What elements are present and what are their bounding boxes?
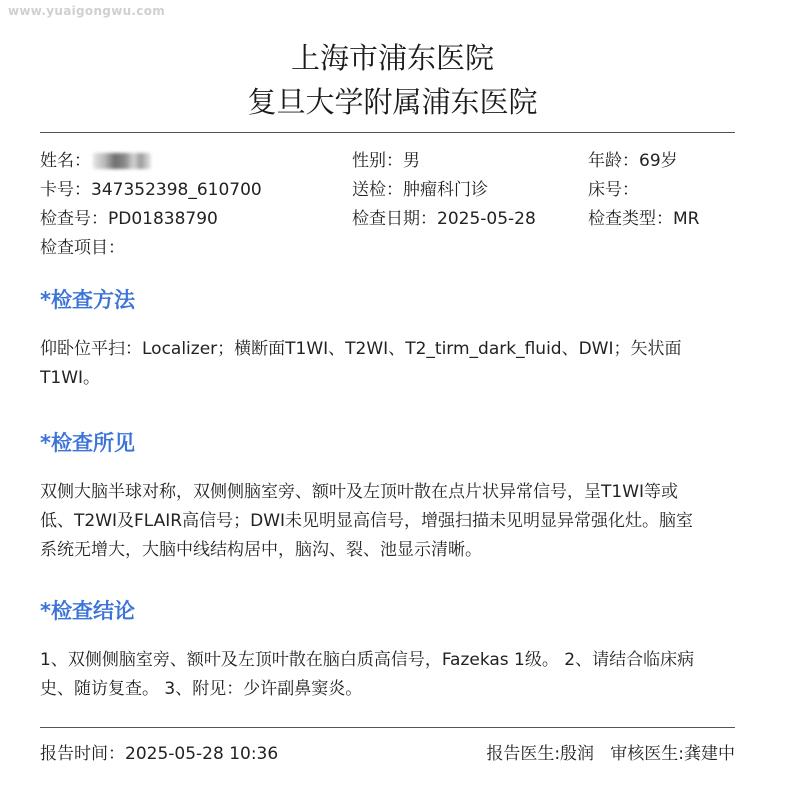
referral-department: 送检：肿瘤科门诊 [352,180,488,200]
footer-divider [40,727,735,728]
method-section-title: *检查方法 [40,288,135,312]
findings-text: 双侧大脑半球对称，双侧侧脑室旁、额叶及左顶叶散在点片状异常信号，呈T1WI等或 低、T2WI及FLAIR高信号；DWI未见明显高信号，增强扫描未见明显异常强化灶。脑室 系统无增大，大脑中线结构居中，脑沟、裂、池显示清晰。 [40,482,694,560]
watermark-text: www.yuaigongwu.com [8,4,166,18]
patient-name-field [40,149,151,173]
report-doctors: 报告医生:殷润 审核医生:龚建中 [486,744,735,764]
hospital-name: 上海市浦东医院 [290,41,494,75]
exam-number: 检查号：PD01838790 [40,209,218,229]
report-time: 报告时间：2025-05-28 10:36 [40,744,279,764]
patient-gender: 性别：男 [352,151,420,171]
findings-section-title: *检查所见 [40,431,135,455]
patient-name-label: 姓名： [40,151,91,171]
exam-date: 检查日期：2025-05-28 [352,209,536,229]
header-divider [40,132,735,133]
conclusion-text: 1、双侧侧脑室旁、额叶及左顶叶散在脑白质高信号，Fazekas 1级。 2、请结合临床病 史、随访复查。 3、附见：少许副鼻窦炎。 [40,650,695,699]
exam-item: 检查项目： [40,238,125,258]
method-text: 仰卧位平扫：Localizer；横断面T1WI、T2WI、T2_tirm_dark_fluid、DWI；矢状面 T1WI。 [40,339,682,388]
patient-age: 年龄：69岁 [588,151,678,171]
redacted-name [93,153,151,169]
hospital-affiliation: 复旦大学附属浦东医院 [247,85,538,119]
bed-number: 床号： [588,180,639,200]
card-number: 卡号：347352398_610700 [40,180,262,200]
exam-type: 检查类型：MR [588,209,700,229]
conclusion-section-title: *检查结论 [40,599,135,623]
